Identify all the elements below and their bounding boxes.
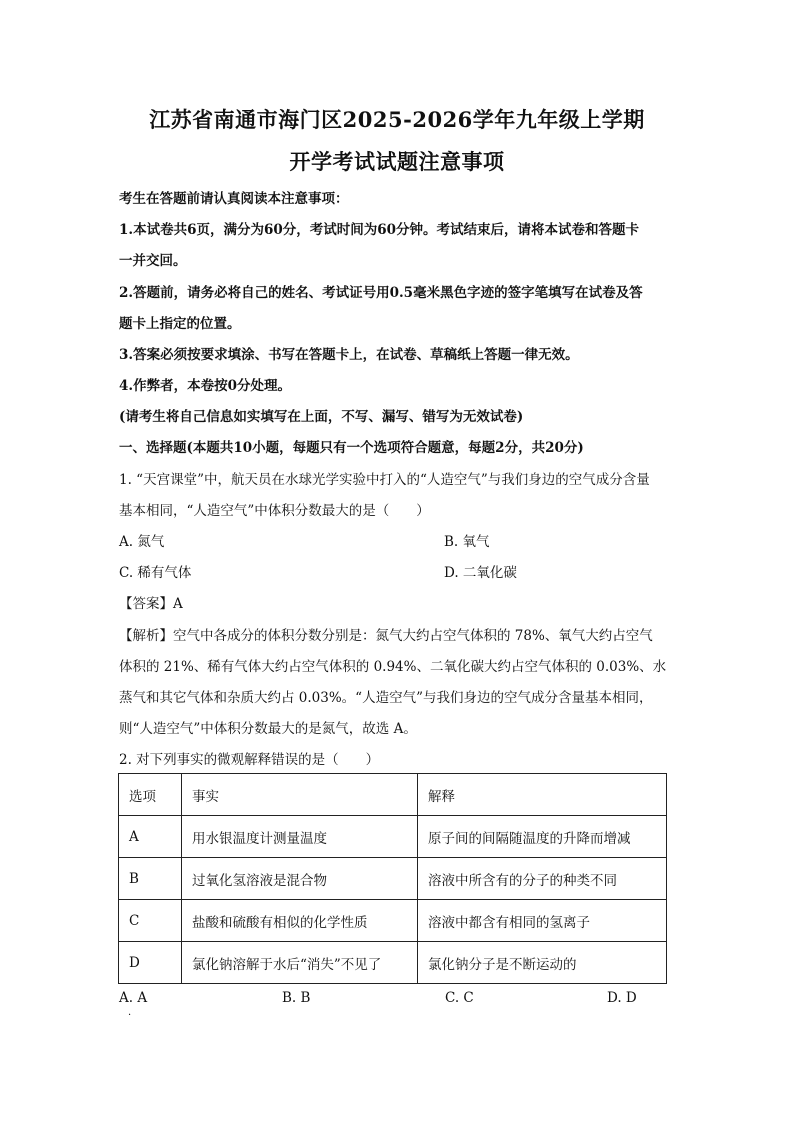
table-cell: A — [119, 816, 182, 858]
q2-option-c: C. C — [445, 990, 474, 1006]
table-cell: 过氧化氢溶液是混合物 — [182, 858, 418, 900]
notice-item-4: 4.作弊者，本卷按0分处理。 — [119, 378, 291, 394]
notice-reminder: (请考生将自己信息如实填写在上面，不写、漏写、错写为无效试卷) — [119, 409, 524, 425]
q1-option-a: A. 氮气 — [119, 534, 165, 550]
table-cell: 氯化钠溶解于水后“消失”不见了 — [182, 942, 418, 984]
question-1-stem-cont: 基本相同，“人造空气”中体积分数最大的是（ ） — [119, 503, 430, 519]
table-cell: 氯化钠分子是不断运动的 — [418, 942, 667, 984]
notice-item-1: 1.本试卷共6页，满分为60分，考试时间为60分钟。考试结束后，请将本试卷和答题卡 — [119, 222, 640, 238]
notice-item-1-cont: 一并交回。 — [119, 253, 187, 269]
section-heading: 一、选择题(本题共10小题，每题只有一个选项符合题意，每题2分，共20分) — [119, 440, 584, 456]
table-row — [119, 816, 667, 858]
stray-dot-mark: · — [128, 1010, 132, 1021]
table-header-cell: 事实 — [182, 774, 418, 816]
table-row — [119, 942, 667, 984]
question-2-stem: 2. 对下列事实的微观解释错误的是（ ） — [119, 752, 380, 768]
page-title: 江苏省南通市海门区2025-2026学年九年级上学期 — [149, 107, 645, 132]
table-row — [119, 858, 667, 900]
q2-option-a: A. A — [119, 990, 148, 1006]
q1-analysis: 【解析】空气中各成分的体积分数分别是：氮气大约占空气体积的 78%、氧气大约占空气 — [119, 628, 653, 644]
q2-option-b: B. B — [282, 990, 311, 1006]
table-cell: 溶液中所含有的分子的种类不同 — [418, 858, 667, 900]
notice-item-2-cont: 题卡上指定的位置。 — [119, 316, 241, 332]
notice-item-2: 2.答题前，请务必将自己的姓名、考试证号用0.5毫米黑色字迹的签字笔填写在试卷及答 — [119, 285, 643, 301]
table-row — [119, 900, 667, 942]
q2-option-d: D. D — [607, 990, 637, 1006]
q1-option-b: B. 氧气 — [444, 534, 490, 550]
q1-analysis-line-3: 蒸气和其它气体和杂质大约占 0.03%。“人造空气”与我们身边的空气成分含量基本相同， — [119, 690, 653, 706]
notice-intro: 考生在答题前请认真阅读本注意事项： — [119, 191, 349, 207]
table-header-row — [119, 774, 667, 816]
table-cell: 盐酸和硫酸有相似的化学性质 — [182, 900, 418, 942]
table-cell: 溶液中都含有相同的氢离子 — [418, 900, 667, 942]
table-cell: 原子间的间隔随温度的升降而增减 — [418, 816, 667, 858]
q2-table — [118, 773, 667, 984]
q1-analysis-line-2: 体积的 21%、稀有气体大约占空气体积的 0.94%、二氧化碳大约占空气体积的 0.03%、水 — [119, 659, 667, 675]
page-subtitle: 开学考试试题注意事项 — [289, 149, 505, 174]
q1-analysis-line-4: 则“人造空气”中体积分数最大的是氮气，故选 A。 — [119, 721, 417, 737]
table-header-cell: 解释 — [418, 774, 667, 816]
q1-option-c: C. 稀有气体 — [119, 565, 192, 581]
q1-option-d: D. 二氧化碳 — [444, 565, 517, 581]
table-cell: D — [119, 942, 182, 984]
table-cell: C — [119, 900, 182, 942]
table-cell: 用水银温度计测量温度 — [182, 816, 418, 858]
table-cell: B — [119, 858, 182, 900]
question-1-stem: 1. “天宫课堂”中，航天员在水球光学实验中打入的“人造空气”与我们身边的空气成分含量 — [119, 472, 650, 488]
notice-item-3: 3.答案必须按要求填涂、书写在答题卡上，在试卷、草稿纸上答题一律无效。 — [119, 347, 579, 363]
table-header-cell: 选项 — [119, 774, 182, 816]
q1-answer: 【答案】A — [119, 596, 183, 612]
